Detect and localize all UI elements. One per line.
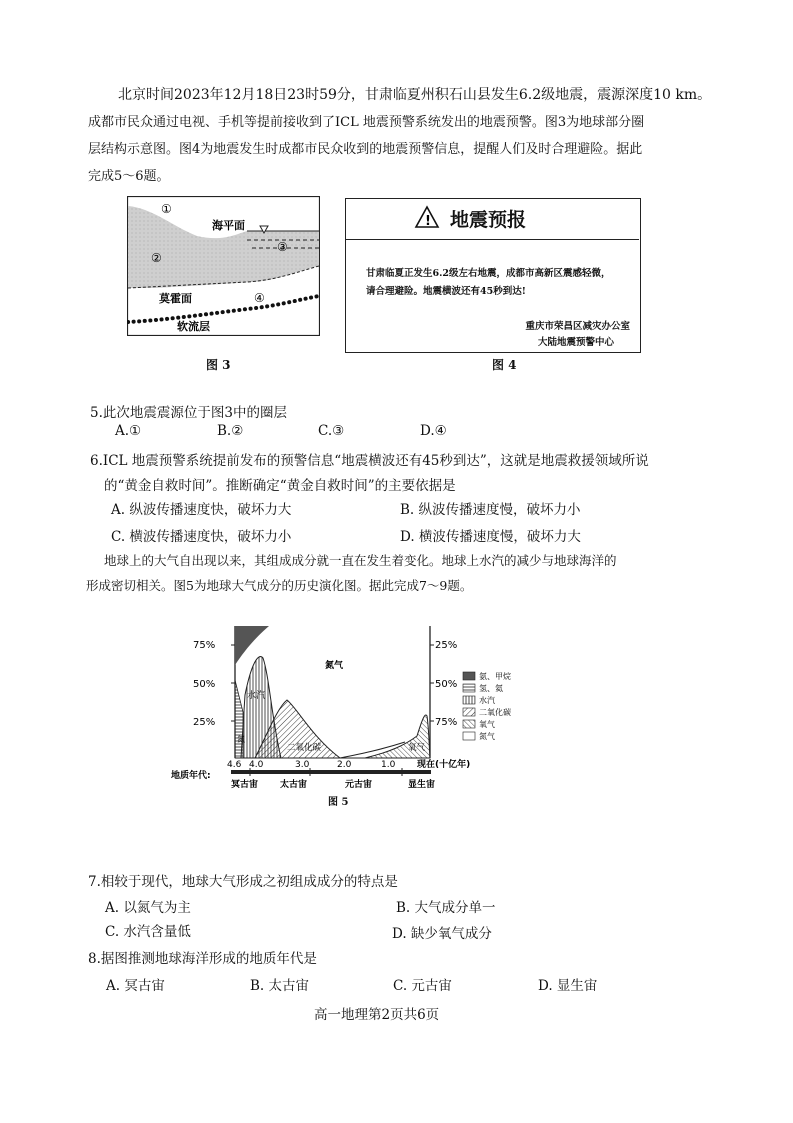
legend-ammonia-methane: 氨、甲烷 [479, 672, 511, 681]
legend-hydrogen-helium: 氢、氦 [479, 684, 503, 693]
figure-5 [165, 620, 565, 795]
label-oxygen: 氧气 [408, 743, 426, 753]
figure-3-caption: 图 3 [206, 358, 231, 372]
warning-signature-2: 大陆地震预警中心 [537, 337, 614, 348]
q7-option-d[interactable]: D. 缺少氧气成分 [392, 926, 492, 942]
label-nitrogen: 氮气 [325, 661, 344, 671]
q8-stem: 8.据图推测地球海洋形成的地质年代是 [88, 951, 317, 967]
fig3-label-2: ② [151, 251, 162, 265]
q8-option-d[interactable]: D. 显生宙 [538, 978, 598, 994]
x-tick-1.0: 1.0 [381, 760, 396, 770]
q5-stem: 5.此次地震震源位于图3中的圈层 [90, 405, 287, 421]
warning-signature-1: 重庆市荣昌区减灾办公室 [525, 321, 630, 332]
intro2-line-2: 形成密切相关。图5为地球大气成分的历史演化图。据此完成7～9题。 [86, 578, 473, 593]
q5-option-a[interactable]: A.① [115, 423, 142, 439]
intro-line-1: 北京时间2023年12月18日23时59分，甘肃临夏州积石山县发生6.2级地震，震源深度10 km。 [118, 87, 712, 103]
warning-body-1: 甘肃临夏正发生6.2级左右地震，成都市高新区震感轻微， [366, 268, 611, 279]
q6-option-b[interactable]: B. 纵波传播速度慢，破坏力小 [400, 502, 581, 518]
q7-option-c[interactable]: C. 水汽含量低 [105, 924, 191, 940]
fig3-label-asthenosphere: 软流层 [177, 320, 210, 333]
q7-option-b[interactable]: B. 大气成分单一 [396, 900, 496, 916]
intro-line-3: 层结构示意图。图4为地震发生时成都市民众收到的地震预警信息，提醒人们及时合理避险。据此 [88, 142, 643, 157]
q8-option-b[interactable]: B. 太古宙 [250, 978, 310, 994]
q8-option-c[interactable]: C. 元古宙 [393, 978, 452, 994]
intro-line-2: 成都市民众通过电视、手机等提前接收到了ICL 地震预警系统发出的地震预警。图3为地球部分圈 [88, 115, 645, 130]
page-footer: 高一地理第2页共6页 [314, 1007, 440, 1023]
left-tick-50: 50% [193, 679, 216, 690]
label-co2: 二氧化碳 [287, 743, 322, 753]
legend-oxygen: 氧气 [479, 720, 495, 729]
figure-3 [127, 196, 320, 336]
intro-line-4: 完成5～6题。 [88, 169, 170, 184]
q6-option-a[interactable]: A. 纵波传播速度快，破坏力大 [111, 502, 292, 518]
figure-5-caption: 图 5 [328, 797, 349, 808]
right-tick-75: 75% [435, 717, 458, 728]
warning-body-2: 请合理避险。地震横波还有45秒到达! [366, 286, 526, 297]
x-tick-now: 现在(十亿年) [417, 760, 471, 770]
fig3-label-sea-level: 海平面 [212, 219, 245, 232]
q6-stem-line-1: 6.ICL 地震预警系统提前发布的预警信息“地震横波还有45秒到达”，这就是地震救援领域所说 [90, 453, 649, 469]
figure-4 [345, 198, 641, 353]
q8-option-a[interactable]: A. 冥古宙 [106, 978, 165, 994]
q5-option-d[interactable]: D.④ [420, 423, 447, 439]
warning-icon [414, 205, 440, 229]
fig3-label-4: ④ [254, 291, 265, 305]
figure-4-caption: 图 4 [492, 358, 517, 372]
eon-proterozoic: 元古宙 [345, 780, 373, 790]
right-tick-50: 50% [435, 679, 458, 690]
q6-option-c[interactable]: C. 横波传播速度快，破坏力小 [111, 529, 292, 545]
x-tick-3.0: 3.0 [295, 760, 310, 770]
svg-text:!: ! [425, 214, 431, 229]
warning-title: 地震预报 [450, 209, 527, 231]
q5-option-b[interactable]: B.② [217, 423, 244, 439]
x-tick-2.0: 2.0 [337, 760, 352, 770]
q7-stem: 7.相较于现代，地球大气形成之初组成成分的特点是 [88, 874, 398, 890]
legend-water-vapour: 水汽 [479, 696, 495, 705]
eon-archean: 太古宙 [280, 780, 308, 790]
q6-option-d[interactable]: D. 横波传播速度慢，破坏力大 [400, 529, 581, 545]
q7-option-a[interactable]: A. 以氮气为主 [105, 900, 191, 916]
x-tick-4.6: 4.6 [227, 760, 242, 770]
right-tick-25: 25% [435, 640, 458, 651]
fig3-label-3: ③ [277, 240, 288, 254]
eon-phanerozoic: 显生宙 [408, 780, 436, 790]
x-axis-label: 地质年代: [171, 771, 211, 781]
legend-nitrogen: 氮气 [479, 732, 495, 741]
eon-hadean: 冥古宙 [231, 780, 259, 790]
x-tick-4.0: 4.0 [249, 760, 264, 770]
left-tick-25: 25% [193, 717, 216, 728]
label-nitrogen-small: 氮 [237, 735, 245, 744]
q5-option-c[interactable]: C.③ [318, 423, 345, 439]
label-water-vapour: 水汽 [247, 691, 266, 701]
legend-co2: 二氧化碳 [479, 708, 511, 717]
fig3-label-1: ① [161, 202, 172, 216]
q6-stem-line-2: 的“黄金自救时间”。推断确定“黄金自救时间”的主要依据是 [104, 478, 456, 494]
fig3-label-moho: 莫霍面 [159, 292, 192, 305]
intro2-line-1: 地球上的大气自出现以来，其组成成分就一直在发生着变化。地球上水汽的减少与地球海洋的 [104, 553, 617, 568]
left-tick-75: 75% [193, 640, 216, 651]
